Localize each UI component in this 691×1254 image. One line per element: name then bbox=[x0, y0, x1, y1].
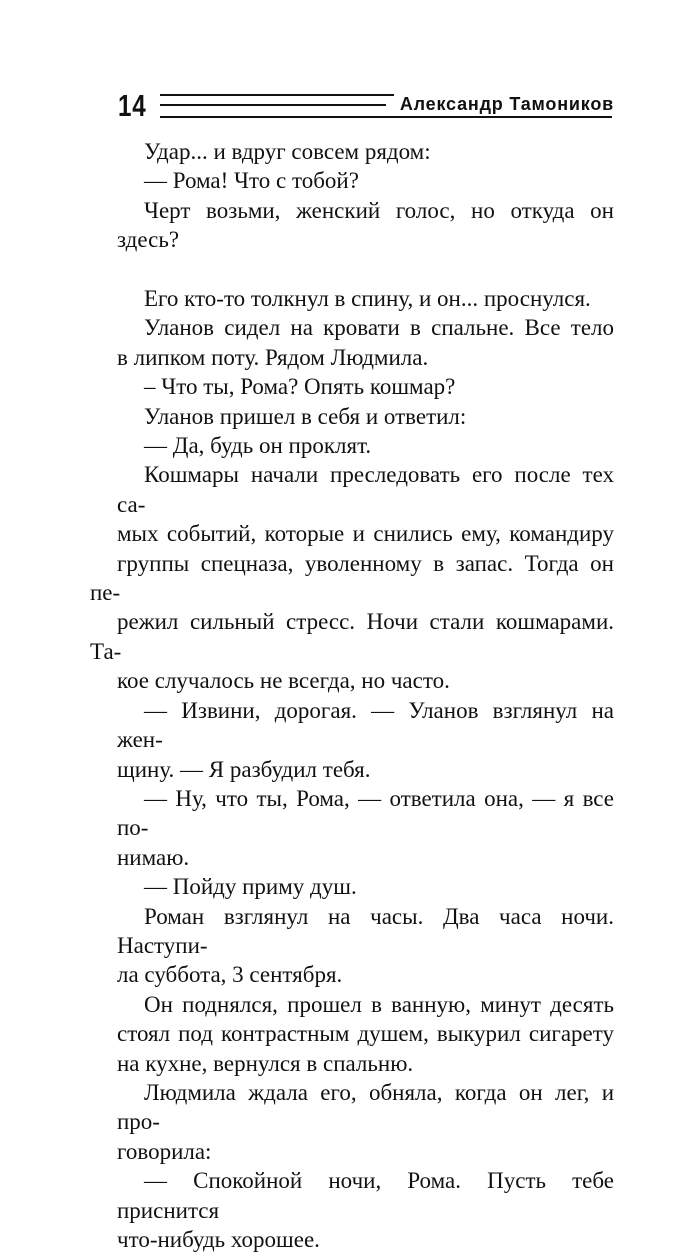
text-line: стоял под контрастным душем, выкурил сигарету bbox=[117, 1021, 614, 1047]
text-line: щину. — Я разбудил тебя. bbox=[117, 756, 371, 782]
text-line: Уланов пришел в себя и ответил: bbox=[144, 403, 467, 429]
text-line: мых событий, которые и снились ему, командиру bbox=[117, 521, 614, 547]
paragraph bbox=[117, 902, 614, 990]
paragraph bbox=[117, 990, 614, 1078]
text-line: — Спокойной ночи, Рома. Пусть тебе приснится bbox=[117, 1168, 614, 1223]
paragraph bbox=[117, 431, 614, 460]
running-head bbox=[116, 88, 614, 128]
text-line: нимаю. bbox=[117, 844, 190, 870]
text-line: группы спецназа, уволенному в запас. Тогда он пе- bbox=[90, 550, 614, 606]
paragraph bbox=[117, 784, 614, 872]
text-line: Людмила ждала его, обняла, когда он лег, и про- bbox=[117, 1079, 614, 1135]
text-line: Его кто-то толкнул в спину, и он... проснулся. bbox=[144, 286, 591, 312]
body-text bbox=[90, 137, 614, 1254]
text-line: здесь? bbox=[117, 227, 180, 253]
text-line: кое случалось не всегда, но часто. bbox=[117, 668, 450, 694]
page-number: 14 bbox=[118, 88, 147, 123]
paragraph bbox=[117, 372, 614, 401]
text-line: Он поднялся, прошел в ванную, минут десять bbox=[144, 991, 614, 1017]
text-line: говорила: bbox=[117, 1138, 212, 1164]
text-line: на кухне, вернулся в спальню. bbox=[117, 1050, 414, 1076]
scene-break bbox=[117, 255, 614, 284]
paragraph bbox=[117, 284, 614, 313]
text-line: Удар... и вдруг совсем рядом: bbox=[144, 139, 431, 164]
header-rule-bottom bbox=[160, 116, 612, 118]
text-line: ла суббота, 3 сентября. bbox=[117, 962, 343, 988]
paragraph bbox=[117, 196, 614, 255]
text-line: — Да, будь он проклят. bbox=[144, 433, 372, 459]
text-line: — Ну, что ты, Рома, — ответила она, — я все по- bbox=[117, 785, 614, 841]
text-line: — Рома! Что с тобой? bbox=[144, 168, 359, 194]
paragraph bbox=[117, 1078, 614, 1166]
text-line: — Пойду приму душ. bbox=[144, 874, 357, 900]
header-rule-middle bbox=[160, 104, 386, 106]
paragraph bbox=[117, 313, 614, 372]
text-line: Кошмары начали преследовать его после тех са- bbox=[117, 462, 614, 517]
text-line: Роман взглянул на часы. Два часа ночи. Наступи- bbox=[117, 903, 614, 958]
paragraph bbox=[117, 402, 614, 431]
text-line: — Извини, дорогая. — Уланов взглянул на жен- bbox=[117, 697, 614, 753]
text-line: в липком поту. Рядом Людмила. bbox=[117, 344, 429, 370]
paragraph bbox=[117, 137, 614, 166]
paragraph bbox=[117, 696, 614, 784]
paragraph bbox=[117, 1166, 614, 1254]
running-head-author: Александр Тамоников bbox=[394, 93, 614, 115]
paragraph bbox=[117, 166, 614, 195]
text-line: Уланов сидел на кровати в спальне. Все тело bbox=[144, 315, 614, 341]
text-line: режил сильный стресс. Ночи стали кошмарами. Та- bbox=[90, 609, 614, 664]
text-line: что-нибудь хорошее. bbox=[117, 1227, 320, 1253]
text-line: – Что ты, Рома? Опять кошмар? bbox=[144, 374, 456, 400]
text-line: Черт возьми, женский голос, но откуда он bbox=[144, 197, 614, 223]
paragraph bbox=[117, 872, 614, 901]
paragraph bbox=[90, 460, 614, 695]
